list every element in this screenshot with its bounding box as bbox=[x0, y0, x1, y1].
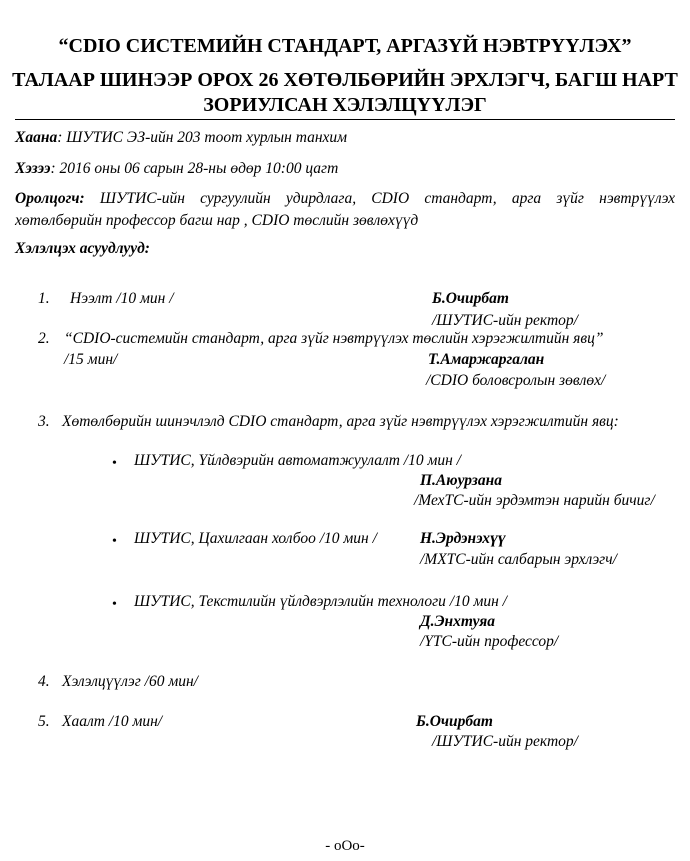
participants-label: Оролцогч: bbox=[15, 190, 85, 207]
item-1-speaker: Б.Очирбат bbox=[432, 290, 509, 307]
sub-3-role: /ҮТС-ийн профессор/ bbox=[420, 633, 559, 650]
bullet-icon: • bbox=[112, 534, 117, 549]
item-5-role: /ШУТИС-ийн ректор/ bbox=[432, 733, 578, 750]
item-2-speaker: Т.Амаржаргалан bbox=[428, 351, 545, 368]
sub-3-speaker: Д.Энхтуяа bbox=[420, 613, 495, 630]
where-label: Хаана bbox=[15, 129, 58, 146]
where-line bbox=[15, 129, 347, 147]
bullet-icon: • bbox=[112, 456, 117, 471]
item-4-text: Хэлэлцүүлэг /60 мин/ bbox=[62, 673, 198, 690]
item-2-role: /CDIO боловсролын зөвлөх/ bbox=[426, 372, 606, 389]
item-5-speaker: Б.Очирбат bbox=[416, 713, 493, 730]
header-rule bbox=[15, 119, 675, 120]
item-2-number: 2. bbox=[38, 330, 50, 347]
when-value: : 2016 оны 06 сарын 28-ны өдөр 10:00 цагт bbox=[50, 160, 339, 177]
item-2-text: “CDIO-системийн стандарт, арга зүйг нэвтрүүлэх төслийн хэрэгжилтийн явц” bbox=[64, 330, 604, 347]
item-3-text: Хөтөлбөрийн шинэчлэлд CDIO стандарт, арга зүйг нэвтрүүлэх хэрэгжилтийн явц: bbox=[62, 413, 619, 430]
item-1-role: /ШУТИС-ийн ректор/ bbox=[432, 312, 578, 329]
item-4-number: 4. bbox=[38, 673, 50, 690]
item-5-number: 5. bbox=[38, 713, 50, 730]
agenda-heading: Хэлэлцэх асуудлууд: bbox=[15, 240, 150, 257]
bullet-icon: • bbox=[112, 597, 117, 612]
when-line bbox=[15, 160, 338, 178]
item-3-number: 3. bbox=[38, 413, 50, 430]
item-1-number: 1. bbox=[38, 290, 50, 307]
sub-2-text: ШУТИС, Цахилгаан холбоо /10 мин / bbox=[134, 530, 377, 547]
item-5-text: Хаалт /10 мин/ bbox=[62, 713, 163, 730]
when-label: Хэзээ bbox=[15, 160, 51, 177]
where-value: : ШУТИС ЭЗ-ийн 203 тоот хурлын танхим bbox=[57, 129, 348, 146]
sub-1-text: ШУТИС, Үйлдвэрийн автоматжуулалт /10 мин / bbox=[134, 452, 461, 469]
sub-3-text: ШУТИС, Текстилийн үйлдвэрлэлийн технологи /10 мин / bbox=[134, 593, 507, 610]
title-line-1: “CDIO СИСТЕМИЙН СТАНДАРТ, АРГАЗҮЙ НЭВТРҮҮЛЭХ” bbox=[58, 35, 632, 57]
participants-paragraph bbox=[15, 188, 675, 232]
title-line-2: ТАЛААР ШИНЭЭР ОРОХ 26 ХӨТӨЛБӨРИЙН ЭРХЛЭГЧ, БАГШ НАРТ bbox=[12, 69, 678, 91]
sub-1-speaker: П.Аюурзана bbox=[420, 472, 502, 489]
end-mark: - oOo- bbox=[325, 838, 365, 854]
title-line-3: ЗОРИУЛСАН ХЭЛЭЛЦҮҮЛЭГ bbox=[203, 94, 487, 116]
participants-value: ШУТИС-ийн сургуулийн удирдлага, CDIO стандарт, арга зүйг нэвтрүүлэх хөтөлбөрийн профессор багш нар , CDIO төслийн зөвлөхүүд bbox=[15, 190, 675, 229]
sub-2-role: /МХТС-ийн салбарын эрхлэгч/ bbox=[420, 551, 617, 568]
item-2-time: /15 мин/ bbox=[64, 351, 118, 368]
sub-2-speaker: Н.Эрдэнэхүү bbox=[420, 530, 506, 547]
item-1-text: Нээлт /10 мин / bbox=[70, 290, 174, 307]
sub-1-role: /МехТС-ийн эрдэмтэн нарийн бичиг/ bbox=[414, 492, 655, 509]
